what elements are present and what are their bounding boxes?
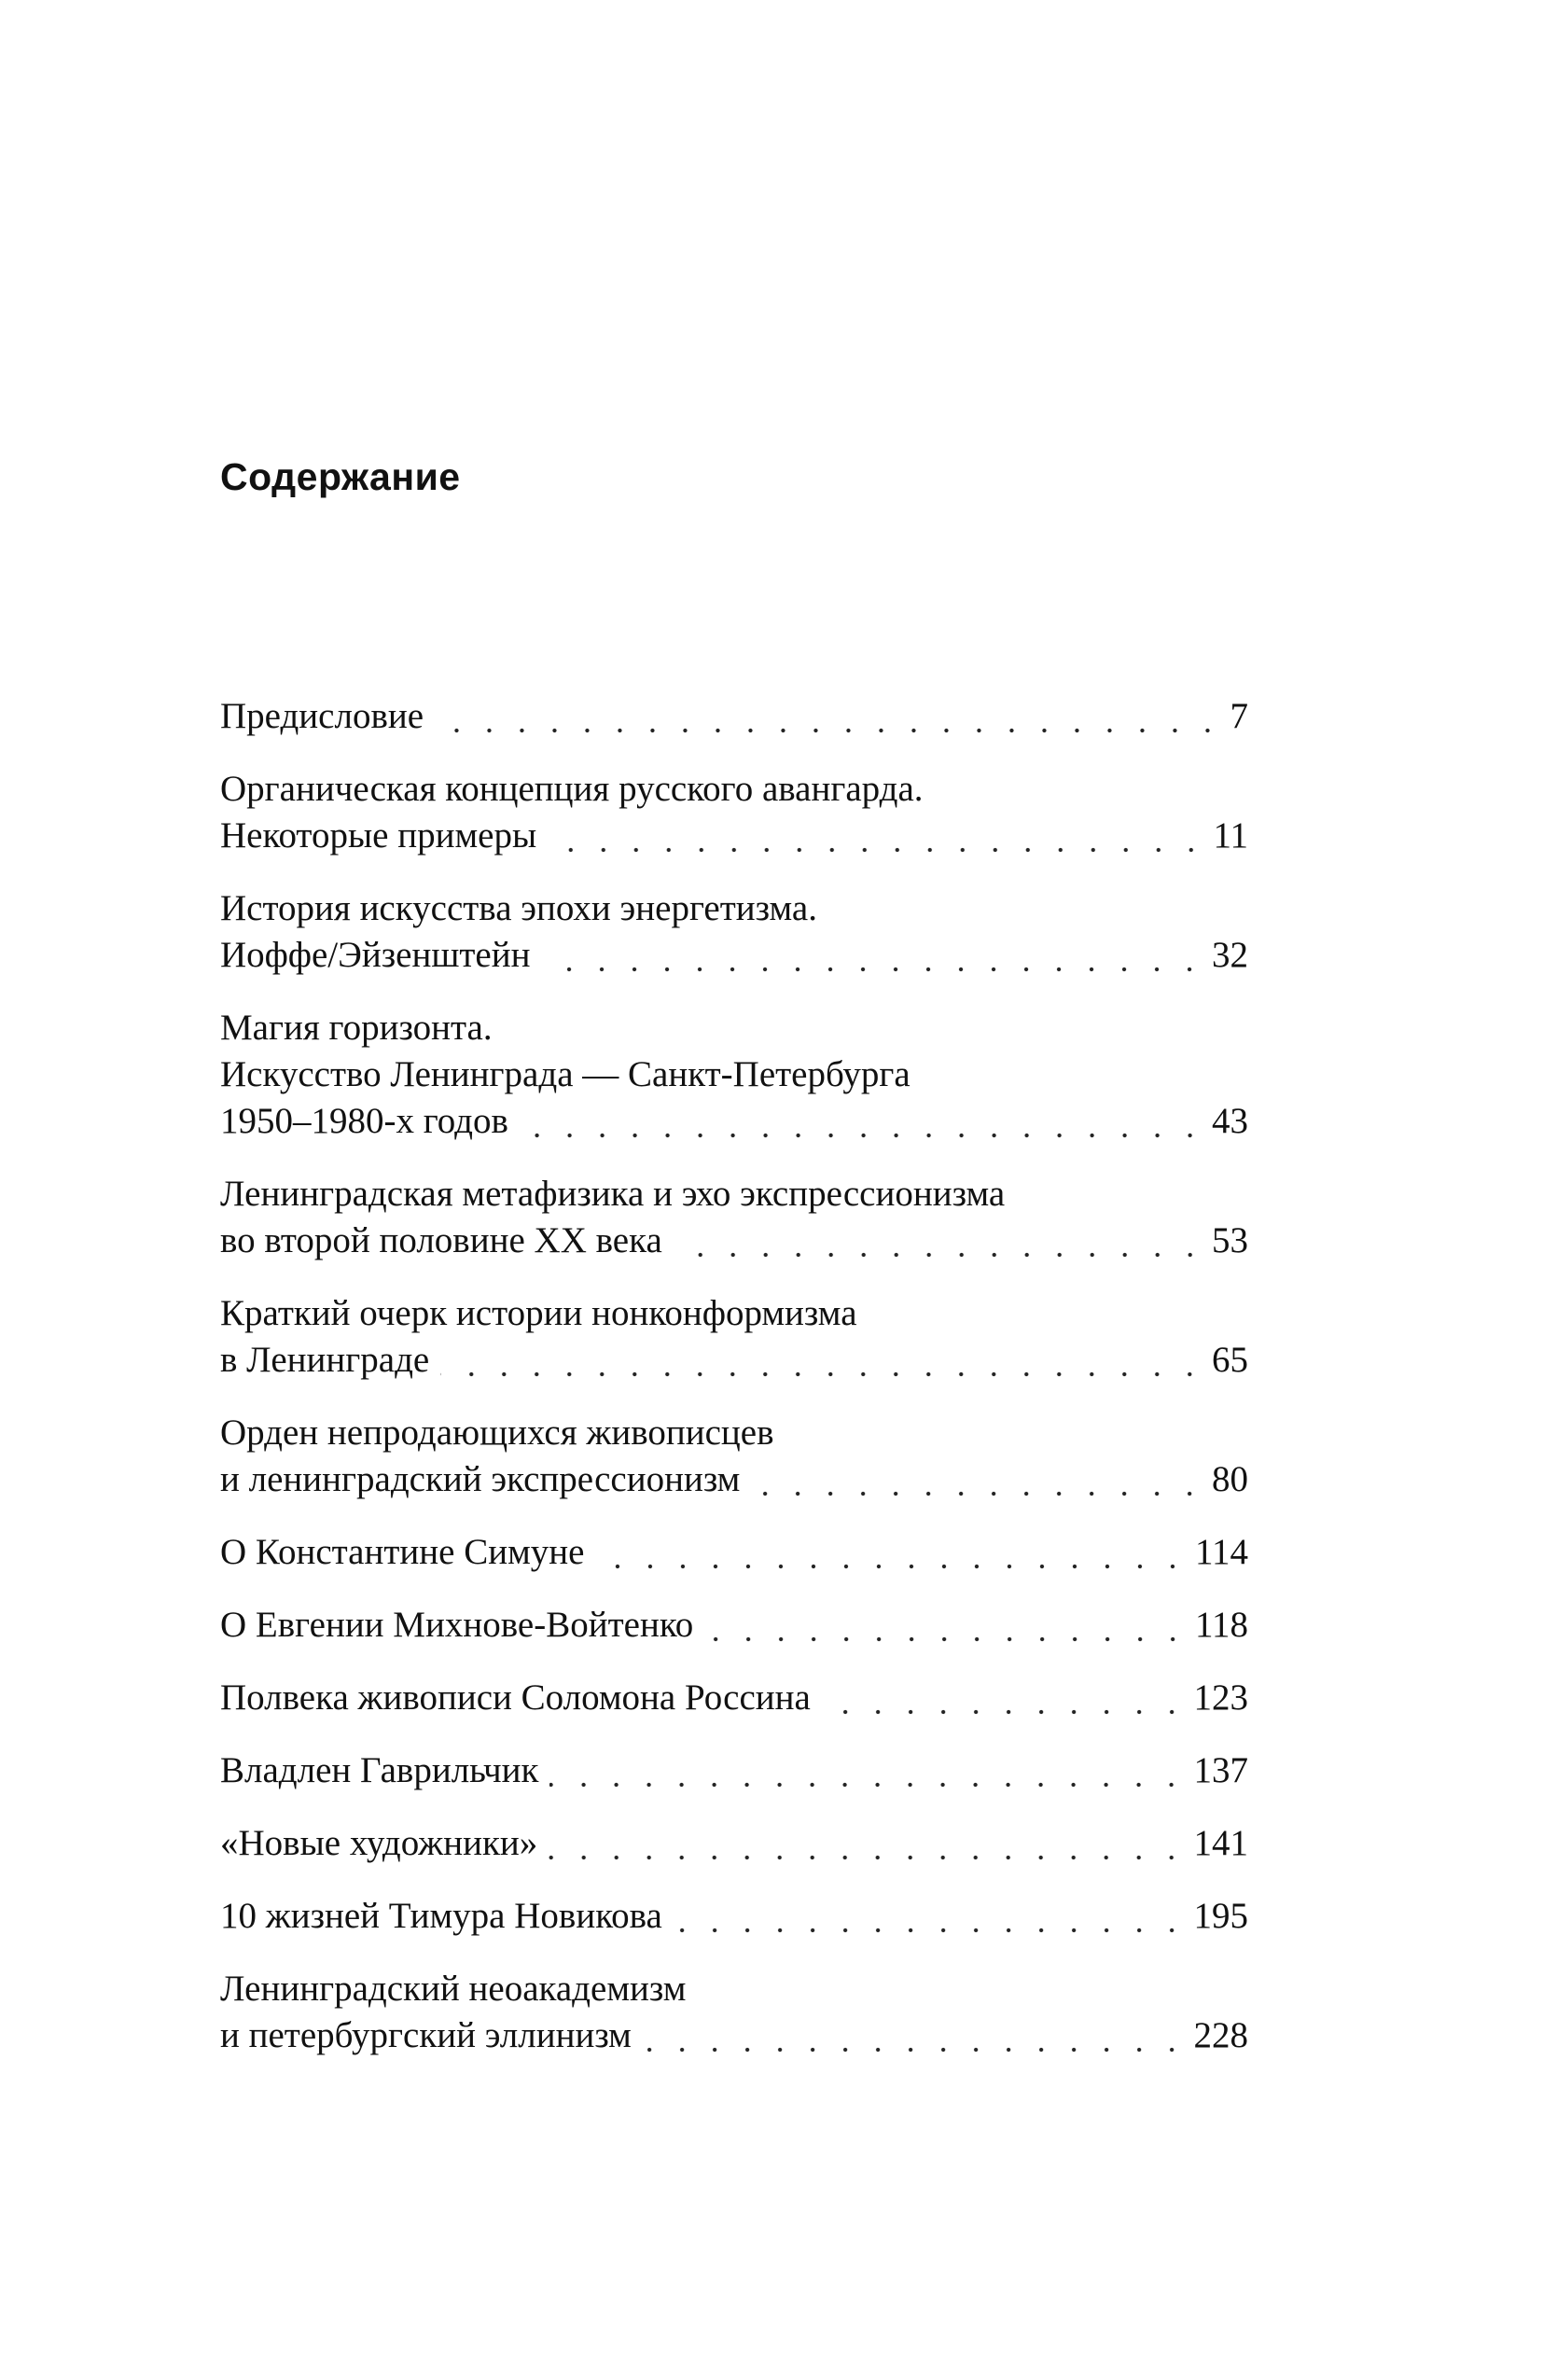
toc-entry-last-line [220,2012,1248,2059]
dot-leader [595,1529,1189,1576]
page-title: Содержание [220,455,461,498]
toc-entry-last-line [220,813,1248,859]
toc-entry[interactable] [220,693,1248,740]
toc-entry-title-line: Некоторые примеры [220,815,537,856]
toc-entry-title-line: О Евгении Михнове-Войтенко [220,1605,694,1645]
toc-entry-last-line [220,1337,1248,1384]
toc-entry-title-line: История искусства эпохи энергетизма. [220,888,817,928]
toc-entry-title-line: Орден непродающихся живописцев [220,1413,774,1453]
toc-entry[interactable] [220,1005,1248,1145]
toc-entry-title-line: О Константине Симуне [220,1532,585,1572]
toc-entry[interactable] [220,1747,1248,1794]
toc-entry-title-line: Органическая концепция русского авангарда. [220,769,924,809]
dot-leader [549,1747,1188,1794]
dot-leader [751,1456,1206,1503]
page-number: 228 [1193,2015,1248,2055]
toc-entry[interactable] [220,885,1248,979]
toc-entry-last-line [220,1602,1248,1649]
page-number: 195 [1193,1896,1248,1936]
page-number: 32 [1212,935,1248,975]
toc-entry-title-line: Владлен Гаврильчик [220,1750,539,1790]
dot-leader [541,932,1206,979]
toc-entry[interactable] [220,766,1248,859]
toc-entry-last-line [220,1529,1248,1576]
toc-entry-last-line [220,1747,1248,1794]
toc-entry-title-line: Иоффе/Эйзенштейн [220,935,531,975]
toc-entry-title-line: Предисловие [220,696,424,736]
dot-leader [549,1820,1188,1867]
dot-leader [548,813,1207,859]
toc-entry-last-line [220,1893,1248,1940]
toc-entry-title-line: Краткий очерк истории нонконформизма [220,1293,857,1333]
dot-leader [674,1893,1189,1940]
toc-entry-last-line [220,693,1248,740]
toc-entry-title-line: Ленинградская метафизика и эхо экспрессионизма [220,1174,1006,1214]
dot-leader [440,1337,1206,1384]
page-number: 118 [1194,1605,1248,1645]
page-number: 123 [1193,1677,1248,1718]
toc-entry-title-line: Магия горизонта. [220,1008,493,1048]
toc-entry[interactable] [220,1893,1248,1940]
page-number: 137 [1193,1750,1248,1790]
dot-leader [643,2012,1189,2059]
toc-entry-title-line: Искусство Ленинграда — Санкт-Петербурга [220,1054,911,1094]
dot-leader [435,693,1224,740]
page-number: 53 [1212,1220,1248,1260]
toc-entry-title-line: и петербургский эллинизм [220,2015,632,2055]
toc-entry[interactable] [220,1675,1248,1721]
page-number: 43 [1212,1101,1248,1141]
toc-entry[interactable] [220,1602,1248,1649]
toc-entry-title-line: Ленинградский неоакадемизм [220,1969,687,2009]
toc-entry-last-line [220,1675,1248,1721]
toc-entry-last-line [220,1456,1248,1503]
toc-entry-last-line [220,932,1248,979]
page-number: 65 [1212,1340,1248,1380]
toc-entry[interactable] [220,1820,1248,1867]
toc-entry-last-line [220,1098,1248,1145]
dot-leader [822,1675,1189,1721]
page-number: 141 [1193,1823,1248,1863]
toc-entry-title-line: в Ленинграде [220,1340,430,1380]
page-number: 7 [1230,696,1248,736]
toc-entry-title-line: во второй половине XX века [220,1220,662,1260]
page-number: 80 [1212,1459,1248,1499]
page-number: 114 [1194,1532,1248,1572]
dot-leader [704,1602,1189,1649]
dot-leader [674,1218,1206,1264]
dot-leader [520,1098,1206,1145]
toc-entry-title-line: Полвека живописи Соломона Россина [220,1677,811,1718]
toc-entry[interactable] [220,1410,1248,1503]
toc-entry-last-line [220,1218,1248,1264]
toc-entry[interactable] [220,1966,1248,2059]
toc-entry-title-line: «Новые художники» [220,1823,538,1863]
toc-entry-title-line: и ленинградский экспрессионизм [220,1459,741,1499]
toc-entry[interactable] [220,1290,1248,1384]
toc-entry-title-line: 10 жизней Тимура Новикова [220,1896,662,1936]
toc-entry-title-line: 1950–1980-х годов [220,1101,508,1141]
toc-entry[interactable] [220,1529,1248,1576]
table-of-contents [220,693,1248,2085]
toc-entry-last-line [220,1820,1248,1867]
toc-entry[interactable] [220,1171,1248,1264]
page-number: 11 [1213,815,1248,856]
